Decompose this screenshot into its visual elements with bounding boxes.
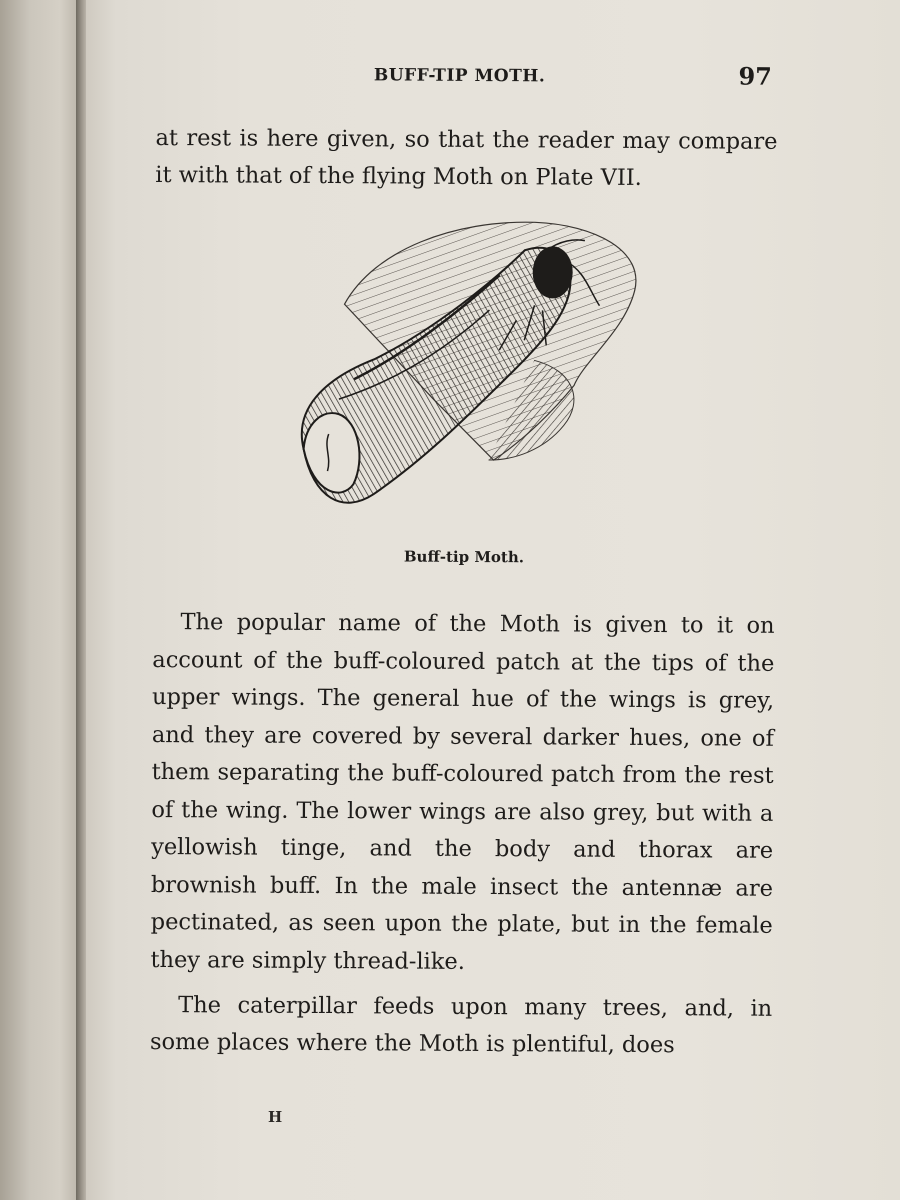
paragraph-caterpillar: The caterpillar feeds upon many trees, and, in some places where the Moth is plentiful, does: [149, 992, 773, 1059]
page-text-block: [150, 58, 778, 1065]
figure: [153, 208, 777, 600]
moth-illustration: [283, 209, 645, 531]
paragraph-description: The popular name of the Moth is given to it on account of the buff-coloured patch at the tips of the upper wings. The general hue of the wings is grey, and they are covered by several darker hues, one of them separating the buff-coloured patch from the rest of the wing. The lower wings are also grey, but with a yellowish tinge, and the body and thorax are brownish buff. In the male insect the antennæ are pectinated, as seen upon the plate, but in the female they are simply thread-like.: [150, 609, 775, 975]
running-title: BUFF-TIP MOTH.: [373, 65, 546, 87]
running-head: [156, 58, 778, 106]
book-gutter: [76, 0, 86, 1200]
paragraph-continued: at rest is here given, so that the reader may compare it with that of the flying Moth on Plate VII.: [155, 124, 778, 191]
page-number: 97: [738, 61, 772, 91]
figure-caption: Buff-tip Moth.: [403, 547, 525, 567]
signature-mark: H: [268, 1108, 283, 1126]
left-page-edge: [0, 0, 82, 1200]
